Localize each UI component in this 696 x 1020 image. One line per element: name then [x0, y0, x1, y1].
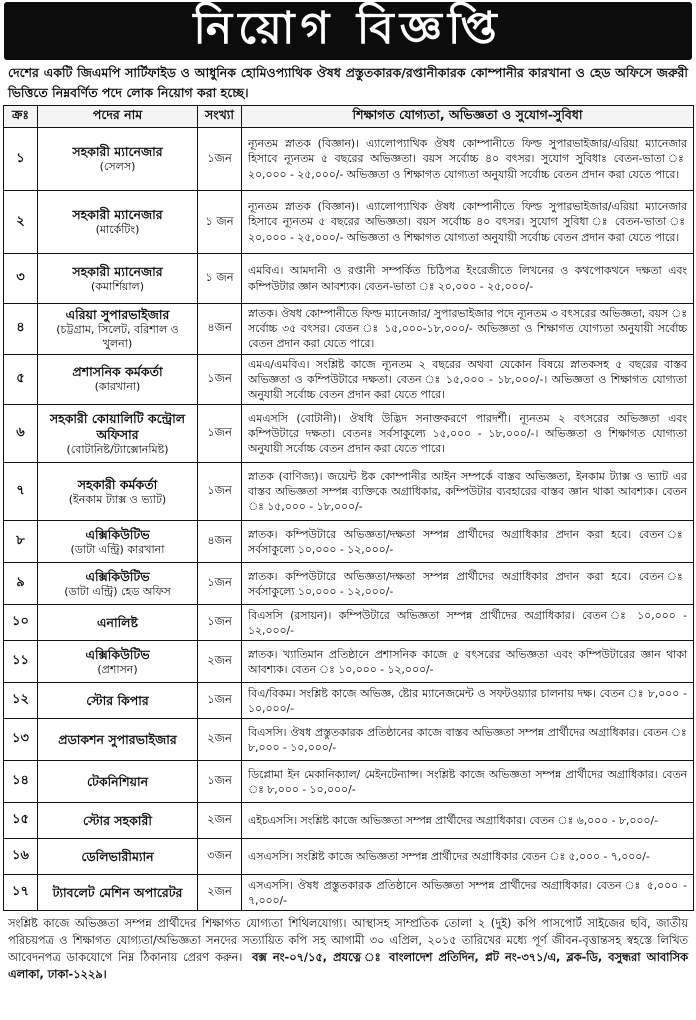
post-cell: [38, 803, 198, 839]
vacancy-count: ৪জন: [198, 521, 242, 563]
post-cell: [38, 563, 198, 605]
table-row: [4, 683, 694, 719]
post-subtitle: (বোটানিষ্ট/ট্যাক্সোনমিষ্ট): [66, 442, 169, 456]
serial-number: ১৬: [4, 839, 38, 875]
serial-number: ২: [4, 191, 38, 254]
table-row: [4, 605, 694, 641]
header-requirements: শিক্ষাগত যোগ্যতা, অভিজ্ঞতা ও সুযোগ-সুবিধা: [242, 106, 694, 128]
post-subtitle: (কারখানা): [94, 380, 141, 394]
requirements-text: স্নাতক (বাণিজ্য)। জয়েন্ট ষ্টক কোম্পানীর আইন সম্পর্কে বাস্তব অভিজ্ঞতা, ইনকাম ট্যাক্স ও ভ্যাট এর বাস্তব অভিজ্ঞতা সম্পন্ন ব্যক্তিকে অগ্রাধিকার, কম্পিউটার ব্যবহারের বাস্তব জ্ঞান থাকা আবশ্যক। বেতন ঃ ১৫,০০০ - ১৮,০০০/-: [242, 463, 694, 521]
table-row: [4, 128, 694, 191]
post-title: ডেলিভারীম্যান: [81, 848, 154, 864]
table-row: [4, 641, 694, 683]
requirements-text: ন্যূনতম স্নাতক (বিজ্ঞান)। এ্যালোপ্যাথিক ঔষধ কোম্পানীতে ফিল্ড সুপারভাইজার/এরিয়া ম্যানেজার হিসাবে ন্যূনতম ৫ বছরের অভিজ্ঞতা। বয়স সর্বোচ্চ ৪০ বৎসর। সুযোগ সুবিধাঃ বেতন-ভাতা ঃ ২০,০০০ - ২৫,০০০/- অভিজ্ঞতা ও শিক্ষাগত যোগ্যতা অনুযায়ী সর্বোচ্চ বেতন প্রদান করা যেতে পারে।: [242, 128, 694, 191]
vacancy-table: [3, 105, 694, 911]
requirements-text: বিএসসি (রসায়ন)। কম্পিউটারে অভিজ্ঞতা সম্পন্ন প্রার্থীদের অগ্রাধিকার। বেতন ঃ ১০,০০০ - ১২,০০০/-: [242, 605, 694, 641]
requirements-text: স্নাতক। কম্পিউটারে অভিজ্ঞতা/দক্ষতা সম্পন্ন প্রার্থীদের অগ্রাধিকার প্রদান করা হবে। বেতন ঃ সর্বসাকুল্যে ১০,০০০ - ১২,০০০/-: [242, 563, 694, 605]
serial-number: ৩: [4, 254, 38, 304]
post-title: সহকারী কর্মকর্তা: [77, 476, 158, 492]
post-title: এরিয়া সুপারভাইজার: [65, 306, 170, 322]
post-title: টেকনিশিয়ান: [86, 773, 149, 789]
serial-number: ৪: [4, 304, 38, 355]
vacancy-count: ৪জন: [198, 304, 242, 355]
requirements-text: এসএসসি। ঔষধ প্রস্তুতকারক প্রতিষ্ঠানে অভিজ্ঞতা সম্পন্ন প্রার্থীদের অগ্রাধিকার। বেতন ঃ ৫,০০০ - ৭,০০০/-: [242, 875, 694, 911]
table-body: [4, 128, 694, 911]
requirements-text: এমবিএ। আমদানী ও রপ্তানী সম্পর্কিত চিঠিপত্র ইংরেজীতে লিখনের ও কথপোকথনে দক্ষতা এবং কম্পিউটার জ্ঞান আবশ্যক। বেতন-ভাতা ঃ ২০,০০০ - ২৫,০০০/-: [242, 254, 694, 304]
requirements-text: ডিপ্লোমা ইন মেকানিক্যাল/ মেইনটেন্যান্স। সংশ্লিষ্ট কাজে অভিজ্ঞতা সম্পন্ন প্রার্থীদের অগ্রাধিকার। বেতন ঃ ৮,০০০ - ১০,০০০/-: [242, 761, 694, 803]
serial-number: ১৩: [4, 719, 38, 761]
header-count: সংখ্যা: [198, 106, 242, 128]
vacancy-count: ১জন: [198, 463, 242, 521]
post-cell: [38, 605, 198, 641]
table-row: [4, 191, 694, 254]
vacancy-count: ২জন: [198, 719, 242, 761]
vacancy-count: ১ জন: [198, 254, 242, 304]
post-title: সহকারী ম্যানেজার: [72, 207, 163, 222]
table-row: [4, 563, 694, 605]
vacancy-count: ১জন: [198, 128, 242, 191]
post-cell: [38, 128, 198, 191]
intro-paragraph: দেশের একটি জিএমপি সার্টিফাইড ও আধুনিক হোমিওপ্যাথিক ঔষধ প্রস্তুতকারক/রপ্তানীকারক কোম্পানীর কারখানা ও হেড অফিসে জরুরী ভিত্তিতে নিম্নবর্ণিত পদে লোক নিয়োগ করা হচ্ছে।: [8, 65, 688, 100]
header-post-name: পদের নাম: [38, 106, 198, 128]
vacancy-count: ১জন: [198, 563, 242, 605]
post-subtitle: (ডাটা এন্ট্রি) হেড অফিস: [64, 584, 171, 598]
requirements-text: স্নাতক। খ্যাতিমান প্রতিষ্ঠানে প্রশাসনিক কাজে ৫ বৎসরের অভিজ্ঞতা এবং কম্পিউটারের জ্ঞান থাকা আবশ্যক। বেতন ঃ ১০,০০০ - ১২,০০০/-: [242, 641, 694, 683]
requirements-text: এইচএসসি। সংশ্লিষ্ট কাজে অভিজ্ঞতা সম্পন্ন প্রার্থীদের অগ্রাধিকার। বেতন ঃ ৬,০০০ - ৮,০০০/-: [242, 803, 694, 839]
vacancy-count: ১জন: [198, 605, 242, 641]
header-serial: ক্রঃ: [4, 106, 38, 128]
table-row: [4, 719, 694, 761]
post-subtitle: (সেলস): [99, 160, 136, 173]
mailing-address: বক্স নং-০৭/১৫, প্রযত্নে ঃ বাংলাদেশ প্রতিদিন, প্লট নং-৩৭১/এ, ব্লক-ডি, বসুন্ধরা আবাসিক এলাকা, ঢাকা-১২২৯।: [8, 951, 688, 981]
vacancy-count: ৩জন: [198, 839, 242, 875]
requirements-text: এসএসসি। সংশ্লিষ্ট কাজে অভিজ্ঞতা সম্পন্ন প্রার্থীদের অগ্রাধিকার বেতন ঃ ৫,০০০ - ৭,০০০/-: [242, 839, 694, 875]
instructions-text: সংশ্লিষ্ট কাজে অভিজ্ঞতা সম্পন্ন প্রার্থীদের শিক্ষাগত যোগ্যতা শিথিলযোগ্য। আস্থাসহ সাম্প্রতিক তোলা ২ (দুই) কপি পাসপোর্ট সাইজের ছবি, জাতীয় পরিচয়পত্র ও শিক্ষাগত যোগ্যতা/অভিজ্ঞতা সনদের সত্যায়িত কপি সহ আগামী ৩০ এপ্রিল, ২০১৫ তারিখের মধ্যে পূর্ণ জীবন-বৃত্তান্তসহ স্বহস্তে লিখিত আবেদনপত্র ডাকযোগে নিম্ন ঠিকানায় প্রেরণ করুন।: [8, 917, 688, 964]
post-subtitle: (ডাটা এন্ট্রি) কারখানা: [70, 542, 165, 556]
vacancy-count: ১জন: [198, 354, 242, 405]
serial-number: ৬: [4, 405, 38, 463]
post-title: এক্সিকিউটিভ: [85, 526, 150, 542]
table-row: [4, 304, 694, 355]
serial-number: ১: [4, 128, 38, 191]
post-title: প্রডাকশন সুপারভাইজার: [58, 731, 177, 747]
requirements-text: বিএ/বিকম। সংশ্লিষ্ট কাজে অভিজ্ঞ, ষ্টোর ম্যানেজমেন্ট ও সফটওয়্যার চালনায় দক্ষ। বেতন ঃ ৮,০০০ - ১০,০০০/-: [242, 683, 694, 719]
vacancy-count: ১ জন: [198, 191, 242, 254]
post-title: স্টোর সহকারী: [83, 812, 152, 828]
post-cell: [38, 304, 198, 355]
post-cell: [38, 719, 198, 761]
serial-number: ৭: [4, 463, 38, 521]
table-row: [4, 354, 694, 405]
post-cell: [38, 254, 198, 304]
vacancy-count: ১জন: [198, 683, 242, 719]
post-subtitle: (প্রশাসন): [97, 662, 138, 676]
vacancy-count: ২জন: [198, 875, 242, 911]
post-title: সহকারী ম্যানেজার: [72, 144, 163, 159]
table-row: [4, 521, 694, 563]
application-instructions: [8, 915, 688, 983]
vacancy-count: ১জন: [198, 761, 242, 803]
serial-number: ৮: [4, 521, 38, 563]
requirements-text: স্নাতক। কম্পিউটারে অভিজ্ঞতা/দক্ষতা সম্পন্ন প্রার্থীদের অগ্রাধিকার প্রদান করা হবে। বেতন ঃ সর্বসাকুল্যে ১০,০০০ - ১২,০০০/-: [242, 521, 694, 563]
page-title: নিয়োগ বিজ্ঞপ্তি: [4, 2, 692, 60]
serial-number: ১৭: [4, 875, 38, 911]
post-cell: [38, 463, 198, 521]
table-row: [4, 254, 694, 304]
post-title: এনালিষ্ট: [97, 614, 138, 630]
post-cell: [38, 761, 198, 803]
post-subtitle: (চট্টগ্রাম, সিলেট, বরিশাল ও খুলনা): [56, 322, 179, 350]
requirements-text: স্নাতক। ঔষধ কোম্পানীতে ফিল্ড ম্যানেজার/ সুপারভাইজার পদে ন্যূনতম ৩ বৎসরের অভিজ্ঞতা, বয়স ঃ সর্বোচ্চ ৩৫ বৎসর। বেতন ঃ ১৫,০০০-১৮,০০০/- অভিজ্ঞতা ও শিক্ষাগত যোগ্যতা অনুযায়ী সর্বোচ্চ বেতন প্রদান করা যেতে পারে।: [242, 304, 694, 355]
post-title: সহকারী কোয়ালিটি কন্ট্রোল অফিসার: [49, 410, 186, 442]
post-subtitle: (কমার্শিয়াল): [90, 279, 145, 293]
requirements-text: বিএসসি। ঔষধ প্রস্তুতকারক প্রতিষ্ঠানের কাজে বাস্তব অভিজ্ঞতা সম্পন্ন প্রার্থীদের অগ্রাধিকার। বেতন ঃ ৮,০০০ - ১০,০০০/-: [242, 719, 694, 761]
serial-number: ১১: [4, 641, 38, 683]
serial-number: ১৪: [4, 761, 38, 803]
post-title: এক্সিকিউটিভ: [85, 646, 150, 662]
serial-number: ১০: [4, 605, 38, 641]
post-subtitle: (মার্কেটিং): [95, 223, 140, 236]
table-row: [4, 463, 694, 521]
serial-number: ১২: [4, 683, 38, 719]
post-cell: [38, 354, 198, 405]
table-row: [4, 839, 694, 875]
post-title: প্রশাসনিক কর্মকর্তা: [72, 364, 163, 380]
requirements-text: ন্যূনতম স্নাতক (বিজ্ঞান)। এ্যালোপ্যাথিক ঔষধ কোম্পানীতে ফিল্ড সুপারভাইজার/এরিয়া ম্যানেজার হিসাবে ন্যূনতম ৫ বছরের অভিজ্ঞতা। বয়স সর্বোচ্চ ৪০ বৎসর। সুযোগ সুবিধা ঃ বেতন-ভাতা ঃ ২০,০০০ - ২৫,০০০/- অভিজ্ঞতা ও শিক্ষাগত যোগ্যতা অনুযায়ী সর্বোচ্চ বেতন প্রদান করা যেতে পারে।: [242, 191, 694, 254]
vacancy-count: ২জন: [198, 803, 242, 839]
table-header: [4, 106, 694, 128]
table-row: [4, 405, 694, 463]
post-cell: [38, 641, 198, 683]
post-title: সহকারী ম্যানেজার: [72, 263, 163, 279]
post-subtitle: (ইনকাম ট্যাক্স ও ভ্যাট): [68, 492, 167, 506]
post-title: ট্যাবলেট মেশিন অপারেটর: [52, 884, 183, 900]
vacancy-count: ১জন: [198, 405, 242, 463]
post-cell: [38, 683, 198, 719]
post-cell: [38, 875, 198, 911]
post-cell: [38, 839, 198, 875]
table-row: [4, 761, 694, 803]
serial-number: ৫: [4, 354, 38, 405]
post-title: স্টোর কিপার: [86, 692, 149, 708]
serial-number: ৯: [4, 563, 38, 605]
post-cell: [38, 521, 198, 563]
post-cell: [38, 405, 198, 463]
vacancy-count: ২জন: [198, 641, 242, 683]
table-header-row: [4, 106, 694, 128]
table-row: [4, 875, 694, 911]
serial-number: ১৫: [4, 803, 38, 839]
requirements-text: এমএ/এমবিএ। সংশ্লিষ্ট কাজে ন্যূনতম ২ বছরের অথবা যেকোন বিষয়ে স্নাতকসহ ৫ বছরের বাস্তব অভিজ্ঞতা ও কম্পিউটারে দক্ষতা। বেতন ঃ ১৫,০০০ - ১৮,০০০/-। অভিজ্ঞতা ও শিক্ষাগত যোগ্যতা অনুযায়ী সর্বোচ্চ বেতন প্রদান করা যেতে পারে।: [242, 354, 694, 405]
post-cell: [38, 191, 198, 254]
table-row: [4, 803, 694, 839]
requirements-text: এমএসসি (বোটানী)। ঔষধি উদ্ভিদ সনাক্তকরণে পারদর্শী। ন্যূনতম ২ বৎসরের অভিজ্ঞতা এবং কম্পিউটারে দক্ষতা। বেতনঃ সর্বসাকুল্যে ১৫,০০০ - ১৮,০০০/-। অভিজ্ঞতা ও শিক্ষাগত যোগ্যতা অনুযায়ী সর্বোচ্চ বেতন প্রদান করা যেতে পারে।: [242, 405, 694, 463]
post-title: এক্সিকিউটিভ: [85, 568, 150, 584]
